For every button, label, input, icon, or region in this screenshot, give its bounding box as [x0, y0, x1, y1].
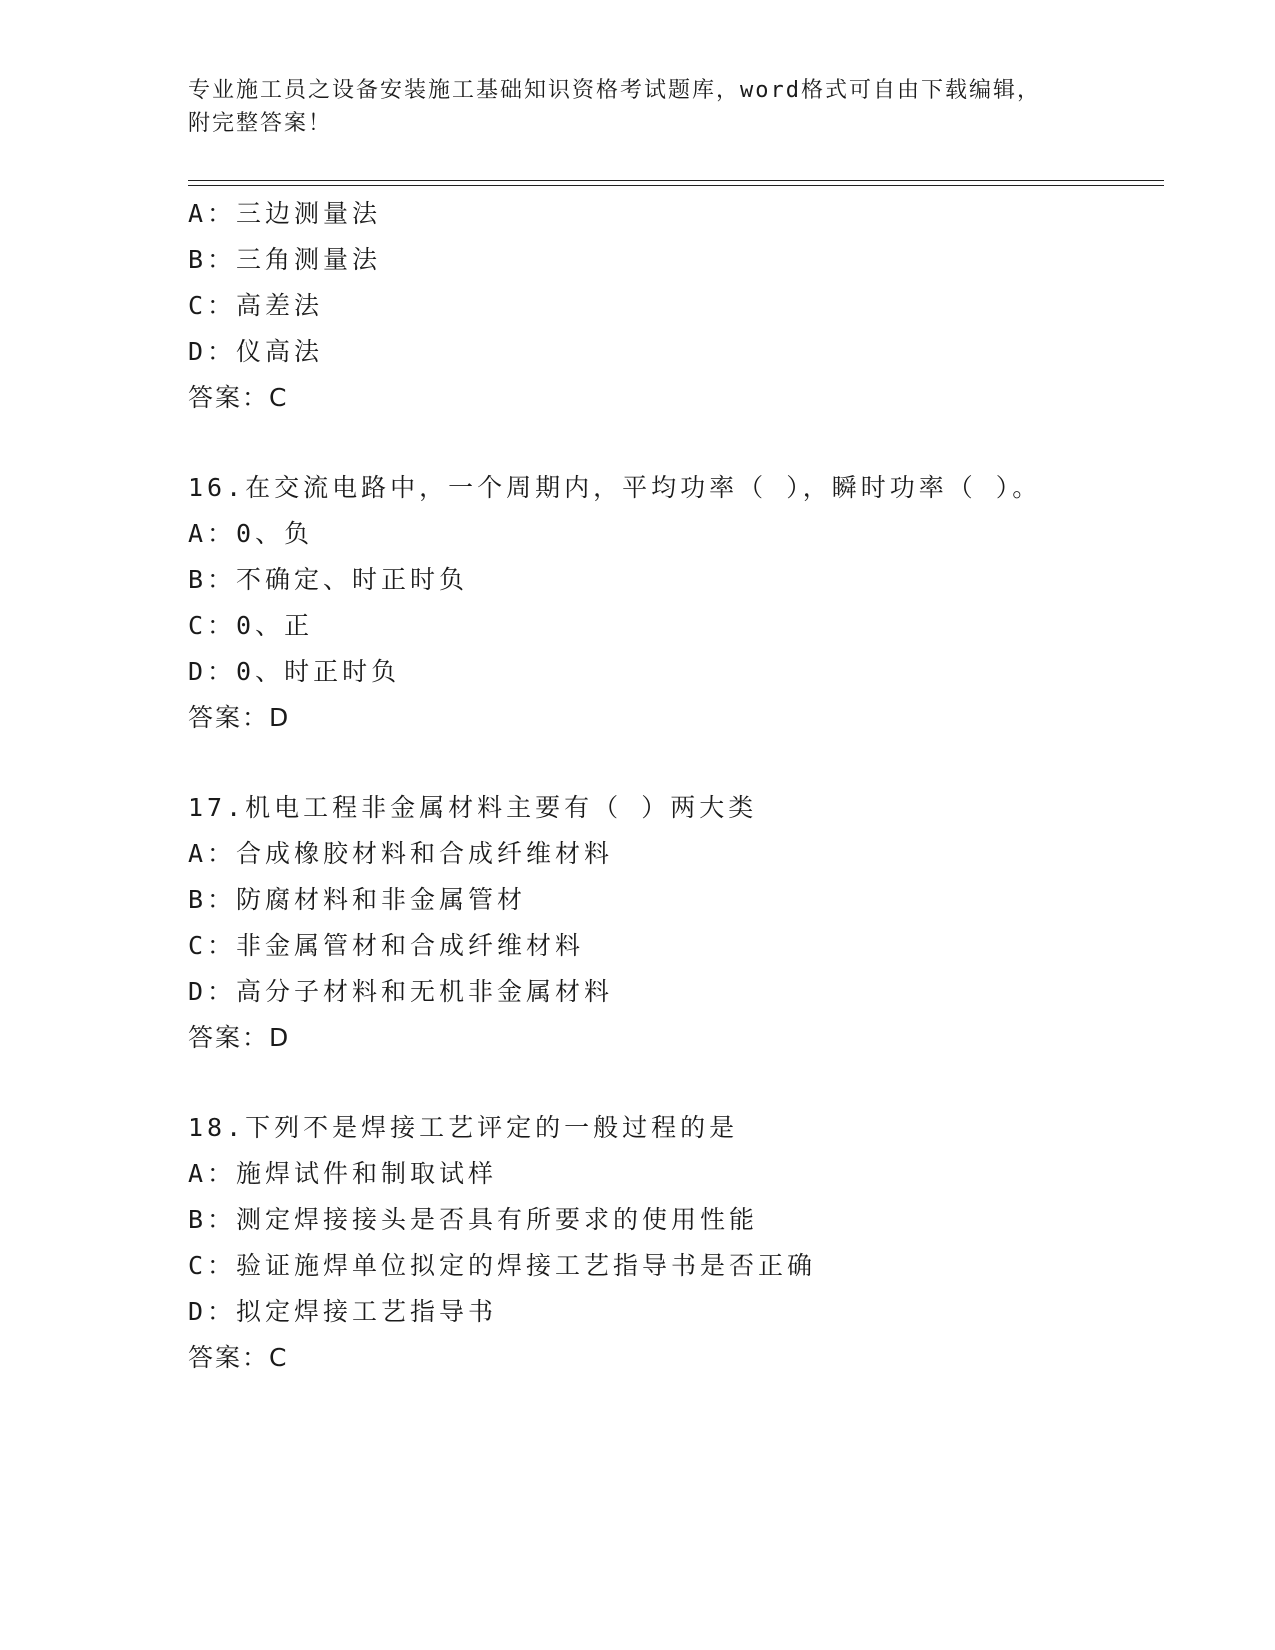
question-gap	[188, 421, 1178, 465]
question-16	[188, 465, 1178, 741]
question-gap	[188, 1061, 1178, 1105]
option-c: C：非金属管材和合成纤维材料	[188, 931, 585, 960]
answer: 答案：C	[188, 1343, 289, 1372]
question-list	[188, 191, 1178, 1381]
question-gap	[188, 741, 1178, 785]
header-line-2: 附完整答案！	[188, 111, 333, 136]
option-c: C：验证施焊单位拟定的焊接工艺指导书是否正确	[188, 1251, 817, 1280]
question-15	[188, 191, 1178, 421]
option-b: B：三角测量法	[188, 245, 382, 274]
question-stem: 17.机电工程非金属材料主要有（ ）两大类	[188, 793, 758, 822]
option-a: A：0、负	[188, 519, 314, 548]
document-header	[188, 74, 1088, 140]
header-rule-top	[188, 180, 1164, 181]
answer: 答案：C	[188, 383, 289, 412]
option-d: D：高分子材料和无机非金属材料	[188, 977, 614, 1006]
option-b: B：不确定、时正时负	[188, 565, 469, 594]
question-17	[188, 785, 1178, 1061]
option-c: C：高差法	[188, 291, 324, 320]
option-d: D：仪高法	[188, 337, 324, 366]
question-stem: 18.下列不是焊接工艺评定的一般过程的是	[188, 1113, 739, 1142]
option-b: B：防腐材料和非金属管材	[188, 885, 527, 914]
answer: 答案：D	[188, 1023, 291, 1052]
answer: 答案：D	[188, 703, 291, 732]
option-d: D：拟定焊接工艺指导书	[188, 1297, 498, 1326]
header-rule-bottom	[188, 185, 1164, 186]
option-a: A：合成橡胶材料和合成纤维材料	[188, 839, 614, 868]
header-line-1: 专业施工员之设备安装施工基础知识资格考试题库，word格式可自由下载编辑，	[188, 78, 1041, 103]
question-stem: 16.在交流电路中，一个周期内，平均功率（ ），瞬时功率（ ）。	[188, 473, 1042, 502]
option-c: C：0、正	[188, 611, 314, 640]
option-d: D：0、时正时负	[188, 657, 401, 686]
option-a: A：三边测量法	[188, 199, 382, 228]
question-18	[188, 1105, 1178, 1381]
option-b: B：测定焊接接头是否具有所要求的使用性能	[188, 1205, 759, 1234]
option-a: A：施焊试件和制取试样	[188, 1159, 498, 1188]
